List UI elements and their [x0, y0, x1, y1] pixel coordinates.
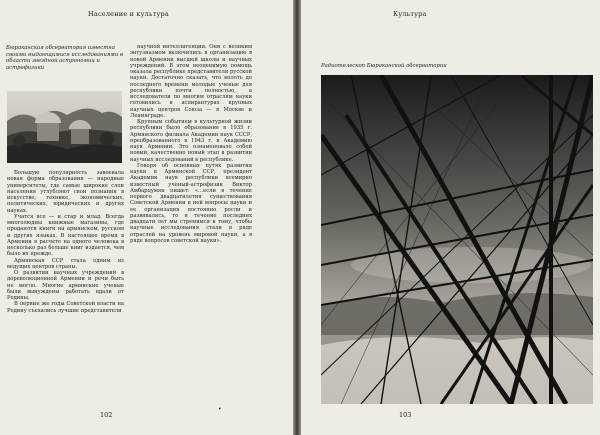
paragraph: Учатся все — и стар и млад. Всегда многолюдны книжные магазины, где продаются книги на армянском, русском и других языках. В настоящее время в Армении в расчете на одного человека в несколько раз больше книг издается, чем было их прежде.	[7, 213, 124, 258]
bullet-mark: •	[218, 406, 222, 413]
page-number-left: 102	[100, 411, 113, 419]
paragraph: Крупным событием в культурной жизни республики было образование в 1935 г. Армянского филиала Академии наук СССР, преобразованного в 1943 г. в Академию наук Армении. Это ознаменовало собой новый, качественно новый этап в развитии научных исследований в республике.	[130, 119, 252, 163]
book-gutter	[293, 0, 301, 435]
observatory-caption: Бюраканская обсерватория известна своими выдающимися исследованиями в области звездной астрономии и астрофизики	[6, 45, 124, 71]
text-column-2	[130, 44, 252, 244]
paragraph: В первые же годы Советской власти на Родину съехались лучшие представители	[7, 301, 124, 314]
paragraph: научной интеллигенции. Они с великим энтузиазмом включились в организацию в новой Армении высшей школы и научных учреждений. В этом неоценимую помощь оказала республике представители русской науки. Достаточно сказать, что вплоть до последнего времени молодые ученые для республики почти полностью, а исследователи по многим отраслям науки готовились в аспирантурах крупных научных центров Союза — в Москве и Ленинграде.	[130, 44, 252, 119]
page-number-right: 103	[399, 411, 412, 419]
radio-telescope-photo-icon	[321, 75, 593, 404]
running-head-left: Население и культура	[88, 10, 169, 18]
left-page	[0, 0, 293, 435]
paragraph: О развитии научных учреждений в дореволюционной Армении и речи быть не могло. Многие армянские ученые были вынуждены работать вдали от Родины.	[7, 270, 124, 301]
running-head-right: Культура	[393, 10, 427, 18]
paragraph: Говоря об основных путях развития науки в Армянской ССР, президент Академии наук республики всемирно известный ученый-астрофизик Виктор Амбарцумян пишет: «…если в течение первого двадцатилетия существования Советской Армении в ней вопросы науки и ее организация постоянно росли и развивались, то в течение последних двадцати лет мы стремимся к тому, чтобы научные исследования стали в ряде отраслей на уровень мировой науки, а в ряде вопросов советской науки».	[130, 162, 252, 244]
observatory-photo-icon	[7, 91, 122, 163]
right-page	[301, 0, 600, 435]
radio-telescope-caption: Радиотелескоп Бюраканской обсерватории	[321, 63, 447, 69]
paragraph: Армянская ССР стала одним из ведущих центров страны.	[7, 257, 124, 270]
text-column-1	[7, 170, 124, 314]
paragraph: Большую популярность завоевала новая форма образования — народные университеты, где самые широкие слои населения углубляют свои познания в искусстве, технике, экономических, политических, юридических и других науках.	[7, 170, 124, 214]
